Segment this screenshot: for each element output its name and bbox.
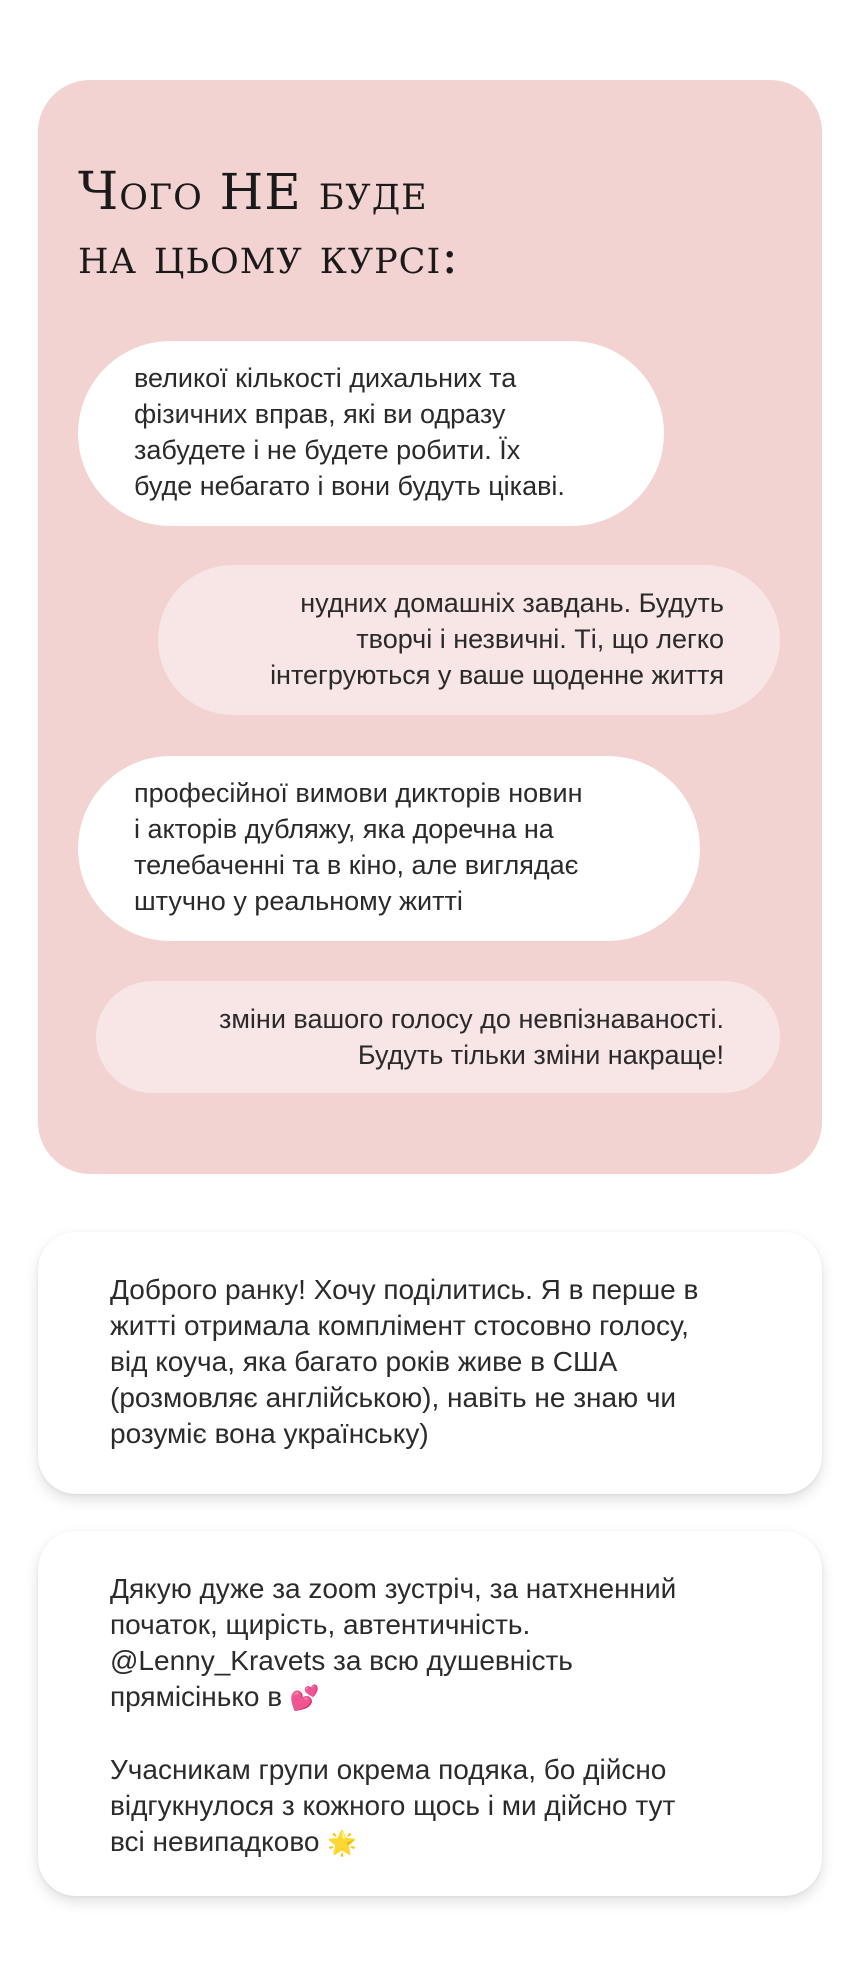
bubble-homework: [158, 565, 780, 715]
paragraph-gap: [110, 1716, 762, 1752]
review-line: відгукнулося з кожного щось і ми дійсно тут: [110, 1790, 676, 1821]
bubble-line: фізичних вправ, які ви одразу: [134, 399, 506, 429]
review-line: початок, щирість, автентичність.: [110, 1609, 531, 1640]
review-text: всі невипадково: [110, 1826, 320, 1857]
bubble-line: Будуть тільки зміни накраще!: [357, 1040, 724, 1070]
title-initial: Ч: [78, 162, 120, 222]
review-card-1: [38, 1232, 822, 1494]
bubble-line: творчі і незвичні. Ті, що легко: [356, 624, 724, 654]
bubble-voice-change: [96, 981, 780, 1093]
bubble-line: інтегруються у ваше щоденне життя: [270, 660, 724, 690]
bubble-line: забудете і не будете робити. Їх: [134, 435, 521, 465]
review-card-2: [38, 1531, 822, 1896]
bubble-line: зміни вашого голосу до невпізнаваності.: [218, 1004, 724, 1034]
bubble-line: буде небагато і вони будуть цікаві.: [134, 471, 565, 501]
bubble-line: і акторів дубляжу, яка доречна на: [134, 814, 554, 844]
title-word-3: буде: [318, 163, 428, 221]
bubble-exercises: [78, 341, 664, 526]
review-line: (розмовляє англійською), навіть не знаю чи: [110, 1382, 677, 1413]
review-line: від коуча, яка багато років живе в США: [110, 1346, 618, 1377]
bubble-line: штучно у реальному житті: [134, 886, 463, 916]
review-line: Доброго ранку! Хочу поділитись. Я в перше в: [110, 1274, 699, 1305]
review-line: Дякую дуже за zoom зустріч, за натхненний: [110, 1573, 677, 1604]
review-line: [110, 1824, 762, 1861]
bubble-line: телебаченні та в кіно, але виглядає: [134, 850, 579, 880]
bubble-line: нудних домашніх завдань. Будуть: [300, 588, 724, 618]
review-text: прямісінько в: [110, 1681, 283, 1712]
title-line-2: на цьому курсі:: [78, 227, 460, 285]
review-line: житті отримала комплімент стосовно голосу,: [110, 1310, 689, 1341]
glowing-star-icon: 🌟: [327, 1829, 358, 1857]
bubble-line: професійної вимови дикторів новин: [134, 778, 583, 808]
title-emphasis: НЕ: [219, 163, 302, 221]
review-line: [110, 1679, 762, 1716]
two-hearts-icon: 💕: [289, 1684, 320, 1712]
review-line: @Lenny_Kravets за всю душевність: [110, 1645, 573, 1676]
bubble-pronunciation: [78, 756, 700, 941]
bubble-line: великої кількості дихальних та: [134, 363, 517, 393]
review-line: розуміє вона українську): [110, 1418, 429, 1449]
section-title: [78, 160, 459, 288]
title-word-1: ого: [119, 163, 203, 221]
review-line: Учасникам групи окрема подяка, бо дійсно: [110, 1754, 667, 1785]
